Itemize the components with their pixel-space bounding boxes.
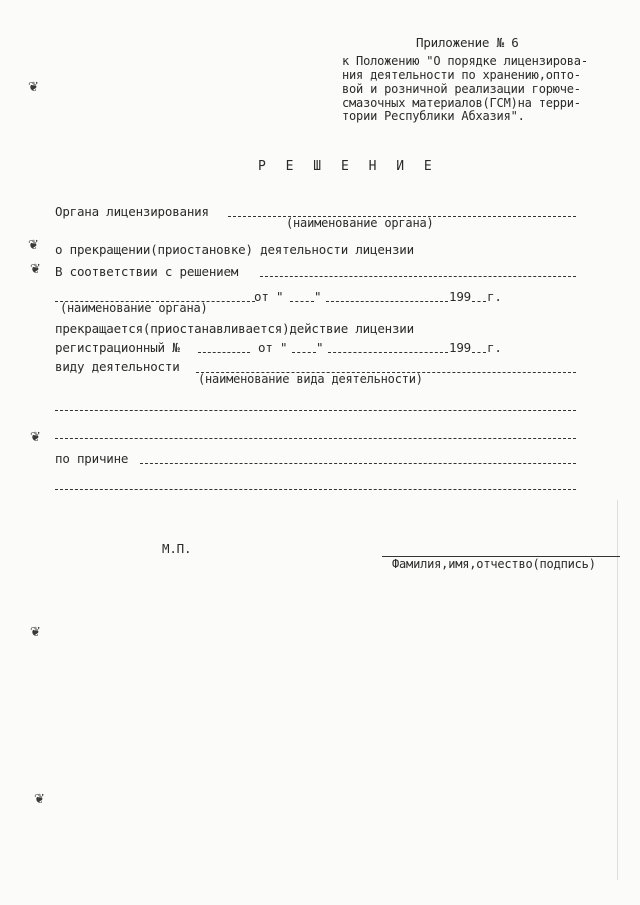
year-fill-line (472, 301, 486, 302)
date-from-label: от " (254, 289, 284, 304)
organ-label: Органа лицензирования (55, 204, 209, 219)
year-suffix: г. (487, 289, 502, 304)
reg-number-fill-line (198, 352, 250, 353)
year-prefix-2: 199 (449, 340, 471, 355)
header-line: тории Республики Абхазия". (342, 109, 525, 123)
activity-label: виду деятельности (55, 359, 180, 374)
date-quote-2: " (316, 340, 324, 355)
year-prefix: 199 (449, 289, 471, 304)
day-fill-line (290, 301, 314, 302)
reason-label: по причине (55, 451, 129, 466)
month-fill-line (326, 301, 448, 302)
binding-hole-mark: ❦ (30, 625, 41, 640)
signature-caption: Фамилия,имя,отчество(подпись) (392, 557, 596, 571)
reason-fill-line (140, 463, 576, 464)
day-fill-line-2 (292, 352, 316, 353)
termination-text: о прекращении(приостановке) деятельности лицензии (55, 242, 414, 257)
blank-fill-line (55, 438, 576, 439)
binding-hole-mark: ❦ (34, 792, 45, 807)
year-suffix-2: г. (487, 340, 502, 355)
organ-caption: (наименование органа) (286, 216, 434, 230)
page-edge (617, 500, 618, 880)
activity-caption: (наименование вида деятельности) (198, 372, 423, 386)
header-line: вой и розничной реализации горюче- (342, 82, 581, 96)
date-quote: " (314, 289, 322, 304)
appendix-number: Приложение № 6 (416, 35, 519, 50)
document-title: Р Е Ш Е Н И Е (258, 159, 438, 174)
reg-label: регистрационный № (55, 340, 180, 355)
decision-label: В соответствии с решением (55, 264, 239, 279)
reason-fill-line-2 (55, 489, 576, 490)
header-line: к Положению "О порядке лицензирова- (342, 54, 588, 68)
blank-fill-line (55, 410, 576, 411)
stamp-place: М.П. (162, 541, 192, 556)
date-from-label-2: от " (258, 340, 288, 355)
organ-caption-2: (наименование органа) (60, 301, 208, 315)
binding-hole-mark: ❦ (28, 238, 39, 253)
year-fill-line-2 (472, 352, 486, 353)
header-line: смазочных материалов(ГСМ)на терри- (342, 96, 581, 110)
binding-hole-mark: ❦ (30, 262, 41, 277)
header-line: ния деятельности по хранению,опто- (342, 68, 581, 82)
binding-hole-mark: ❦ (30, 430, 41, 445)
binding-hole-mark: ❦ (28, 80, 39, 95)
suspended-text: прекращается(приостанавливается)действие лицензии (55, 321, 414, 336)
decision-fill-line (260, 276, 576, 277)
month-fill-line-2 (328, 352, 448, 353)
